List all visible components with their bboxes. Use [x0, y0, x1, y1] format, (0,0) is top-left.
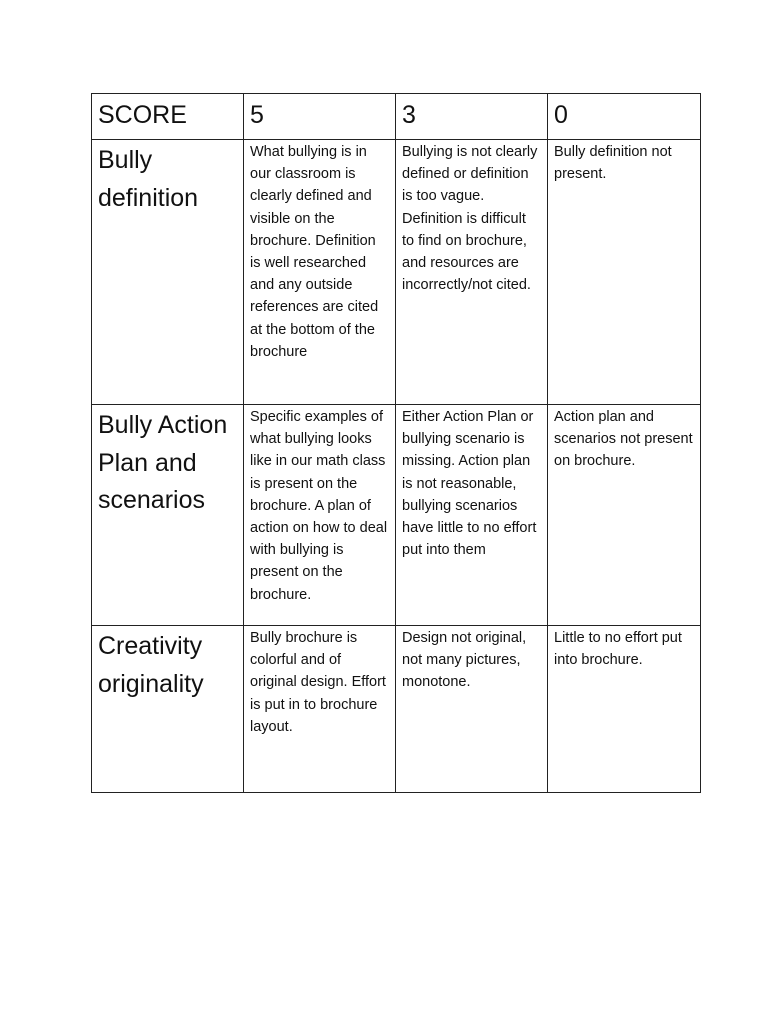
score-0-description: Little to no effort put into brochure. — [554, 630, 682, 669]
score-3-cell — [396, 626, 548, 793]
score-5-cell — [244, 405, 396, 626]
score-5-cell — [244, 626, 396, 793]
criterion-label: Creativity originality — [98, 632, 204, 698]
score-3-description: Either Action Plan or bullying scenario is missing. Action plan is not reasonable, bullying scenarios have little to no effort put into them — [402, 409, 537, 559]
header-score-5: 5 — [250, 101, 264, 129]
table-header-row — [92, 94, 701, 140]
header-cell-score — [92, 94, 244, 140]
criterion-cell — [92, 140, 244, 405]
header-score-3: 3 — [402, 101, 416, 129]
score-0-cell — [548, 405, 701, 626]
score-5-description: Specific examples of what bullying looks like in our math class is present on the brochure. A plan of action on how to deal with bullying is present on the brochure. — [250, 409, 388, 603]
header-score-label: SCORE — [98, 101, 187, 129]
table-row — [92, 405, 701, 626]
score-3-description: Design not original, not many pictures, monotone. — [402, 630, 527, 691]
criterion-cell — [92, 626, 244, 793]
header-cell-3 — [396, 94, 548, 140]
score-5-description: Bully brochure is colorful and of original design. Effort is put in to brochure layout. — [250, 630, 386, 735]
score-0-description: Action plan and scenarios not present on brochure. — [554, 409, 693, 470]
score-3-cell — [396, 140, 548, 405]
score-3-description: Bullying is not clearly defined or definition is too vague. Definition is difficult to find on brochure, and resources are incorrectly/not cited. — [402, 144, 538, 294]
header-cell-0 — [548, 94, 701, 140]
score-0-cell — [548, 626, 701, 793]
table-row — [92, 140, 701, 405]
score-0-cell — [548, 140, 701, 405]
criterion-label: Bully Action Plan and scenarios — [98, 411, 228, 514]
criterion-cell — [92, 405, 244, 626]
score-5-description: What bullying is in our classroom is clearly defined and visible on the brochure. Definition is well researched and any outside references are cited at the bottom of the brochure — [250, 144, 379, 360]
header-cell-5 — [244, 94, 396, 140]
header-score-0: 0 — [554, 101, 568, 129]
score-3-cell — [396, 405, 548, 626]
criterion-label: Bully definition — [98, 146, 199, 212]
rubric-table — [91, 93, 701, 793]
score-0-description: Bully definition not present. — [554, 144, 672, 183]
table-row — [92, 626, 701, 793]
score-5-cell — [244, 140, 396, 405]
